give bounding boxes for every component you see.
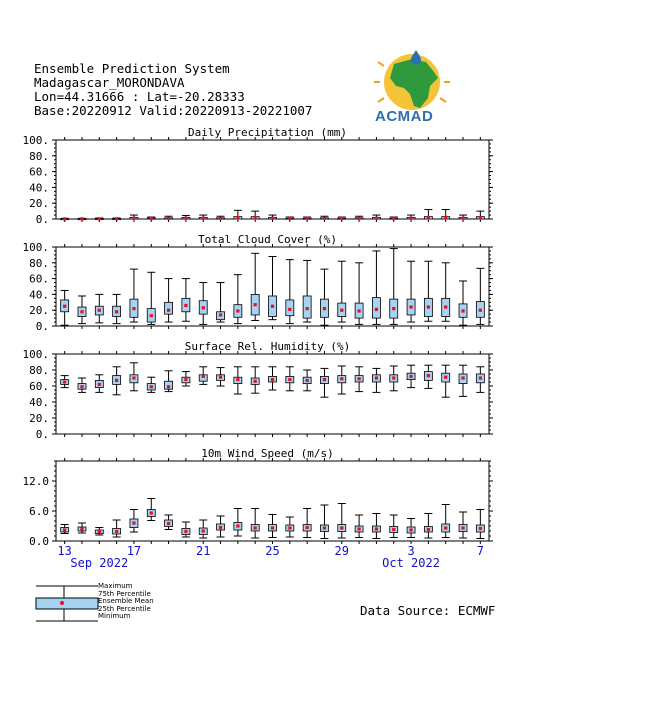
- mean-marker: [306, 526, 309, 529]
- x-day-label: 7: [476, 544, 484, 558]
- y-tick-label: 0.: [35, 428, 49, 441]
- mean-marker: [236, 216, 239, 219]
- mean-marker: [80, 217, 83, 220]
- mean-marker: [479, 216, 482, 219]
- mean-marker: [444, 526, 447, 529]
- mean-marker: [202, 529, 205, 532]
- mean-marker: [461, 309, 464, 312]
- mean-marker: [392, 217, 395, 220]
- mean-marker: [306, 217, 309, 220]
- mean-marker: [236, 524, 239, 527]
- mean-marker: [323, 217, 326, 220]
- y-tick-label: 100.: [22, 134, 49, 147]
- mean-marker: [288, 526, 291, 529]
- legend-mean-dot: [60, 601, 64, 605]
- mean-marker: [340, 309, 343, 312]
- mean-marker: [340, 217, 343, 220]
- mean-marker: [150, 314, 153, 317]
- y-tick-label: 100.: [22, 241, 49, 254]
- y-tick-label: 0.: [35, 213, 49, 226]
- mean-marker: [150, 385, 153, 388]
- y-tick-label: 6.0: [29, 505, 49, 518]
- mean-marker: [427, 528, 430, 531]
- y-tick-label: 0.0: [29, 535, 49, 548]
- mean-marker: [219, 526, 222, 529]
- y-tick-label: 20.: [29, 304, 49, 318]
- mean-marker: [271, 305, 274, 308]
- mean-marker: [444, 305, 447, 308]
- mean-marker: [167, 309, 170, 312]
- y-tick-label: 60.: [29, 272, 49, 286]
- mean-marker: [219, 376, 222, 379]
- mean-marker: [132, 376, 135, 379]
- x-month-label: Oct 2022: [382, 556, 440, 570]
- dates-label: Base:20220912 Valid:20220913-20221007: [34, 103, 313, 118]
- mean-marker: [132, 307, 135, 310]
- mean-marker: [375, 308, 378, 311]
- mean-marker: [444, 216, 447, 219]
- y-tick-label: 20.: [29, 412, 49, 425]
- mean-marker: [409, 217, 412, 220]
- mean-marker: [150, 217, 153, 220]
- mean-marker: [479, 376, 482, 379]
- y-tick-label: 40.: [29, 181, 49, 195]
- legend-label-75th: 75th Percentile: [98, 589, 151, 598]
- logo-text: ACMAD: [375, 108, 434, 125]
- mean-marker: [219, 313, 222, 316]
- mean-marker: [323, 307, 326, 310]
- data-source-label: Data Source: ECMWF: [360, 603, 496, 618]
- panel-title: 10m Wind Speed (m/s): [201, 447, 334, 460]
- x-day-label: 17: [126, 544, 142, 558]
- mean-marker: [63, 217, 66, 220]
- iqr-box: [165, 302, 173, 314]
- mean-marker: [63, 380, 66, 383]
- mean-marker: [63, 305, 66, 308]
- mean-marker: [115, 379, 118, 382]
- y-tick-label: 20.: [29, 197, 49, 211]
- panel-frame: [56, 354, 489, 434]
- mean-marker: [288, 378, 291, 381]
- mean-marker: [184, 304, 187, 307]
- mean-marker: [184, 530, 187, 533]
- mean-marker: [444, 376, 447, 379]
- mean-marker: [132, 217, 135, 220]
- mean-marker: [80, 527, 83, 530]
- mean-marker: [150, 511, 153, 514]
- mean-marker: [409, 375, 412, 378]
- y-tick-label: 80.: [29, 364, 49, 377]
- mean-marker: [358, 377, 361, 380]
- mean-marker: [184, 217, 187, 220]
- mean-marker: [98, 309, 101, 312]
- mean-marker: [358, 217, 361, 220]
- y-tick-label: 0.: [35, 320, 49, 333]
- mean-marker: [479, 309, 482, 312]
- mean-marker: [323, 378, 326, 381]
- mean-marker: [392, 376, 395, 379]
- y-tick-label: 40.: [29, 288, 49, 302]
- mean-marker: [358, 309, 361, 312]
- mean-marker: [306, 379, 309, 382]
- mean-marker: [254, 380, 257, 383]
- mean-marker: [115, 530, 118, 533]
- mean-marker: [392, 528, 395, 531]
- y-tick-label: 100.: [22, 348, 49, 361]
- mean-marker: [184, 378, 187, 381]
- y-tick-label: 40.: [29, 396, 49, 409]
- mean-marker: [98, 530, 101, 533]
- mean-marker: [167, 217, 170, 220]
- panel-title: Surface Rel. Humidity (%): [184, 340, 351, 353]
- x-day-label: 21: [195, 544, 211, 558]
- panel-title: Total Cloud Cover (%): [197, 233, 338, 246]
- mean-marker: [427, 216, 430, 219]
- panel-title: Daily Precipitation (mm): [188, 126, 347, 139]
- mean-marker: [254, 216, 257, 219]
- x-month-label: Sep 2022: [70, 556, 129, 570]
- legend-labels: [98, 583, 154, 621]
- mean-marker: [271, 526, 274, 529]
- y-tick-label: 80.: [29, 149, 49, 163]
- legend-label-25th: 25th Percentile: [98, 604, 151, 613]
- mean-marker: [98, 383, 101, 386]
- mean-marker: [202, 375, 205, 378]
- mean-marker: [254, 526, 257, 529]
- mean-marker: [271, 217, 274, 220]
- mean-marker: [63, 528, 66, 531]
- mean-marker: [340, 377, 343, 380]
- y-tick-label: 80.: [29, 256, 49, 270]
- mean-marker: [115, 310, 118, 313]
- mean-marker: [409, 528, 412, 531]
- mean-marker: [132, 521, 135, 524]
- mean-marker: [306, 307, 309, 310]
- mean-marker: [288, 217, 291, 220]
- mean-marker: [202, 306, 205, 309]
- legend-label-mean: Ensemble Mean: [98, 597, 154, 606]
- mean-marker: [461, 217, 464, 220]
- x-day-label: 25: [265, 544, 280, 558]
- mean-marker: [409, 305, 412, 308]
- mean-marker: [236, 309, 239, 312]
- mean-marker: [479, 527, 482, 530]
- mean-marker: [392, 307, 395, 310]
- x-day-label: 29: [334, 544, 350, 558]
- location-label: Madagascar_MORONDAVA: [34, 75, 185, 90]
- mean-marker: [427, 305, 430, 308]
- chart-title: Ensemble Prediction System: [34, 61, 230, 76]
- y-tick-label: 60.: [29, 380, 49, 393]
- mean-marker: [340, 526, 343, 529]
- legend-label-minimum: Minimum: [98, 612, 131, 621]
- mean-marker: [427, 374, 430, 377]
- mean-marker: [80, 310, 83, 313]
- mean-marker: [80, 385, 83, 388]
- mean-marker: [271, 378, 274, 381]
- y-tick-label: 60.: [29, 165, 49, 179]
- mean-marker: [461, 376, 464, 379]
- mean-marker: [236, 378, 239, 381]
- mean-marker: [219, 217, 222, 220]
- mean-marker: [254, 303, 257, 306]
- panel-frame: [56, 140, 489, 219]
- mean-marker: [202, 217, 205, 220]
- mean-marker: [323, 526, 326, 529]
- y-tick-label: 12.0: [22, 475, 49, 488]
- mean-marker: [167, 522, 170, 525]
- mean-marker: [358, 527, 361, 530]
- mean-marker: [288, 308, 291, 311]
- legend-label-maximum: Maximum: [98, 582, 133, 590]
- mean-marker: [461, 526, 464, 529]
- coordinates-label: Lon=44.31666 : Lat=-20.28333: [34, 89, 245, 104]
- mean-marker: [375, 527, 378, 530]
- mean-marker: [115, 217, 118, 220]
- legend-box: [36, 598, 98, 609]
- mean-marker: [98, 217, 101, 220]
- mean-marker: [375, 217, 378, 220]
- mean-marker: [167, 385, 170, 388]
- mean-marker: [375, 376, 378, 379]
- x-day-label: 3: [407, 544, 415, 558]
- x-day-label: 13: [57, 544, 72, 558]
